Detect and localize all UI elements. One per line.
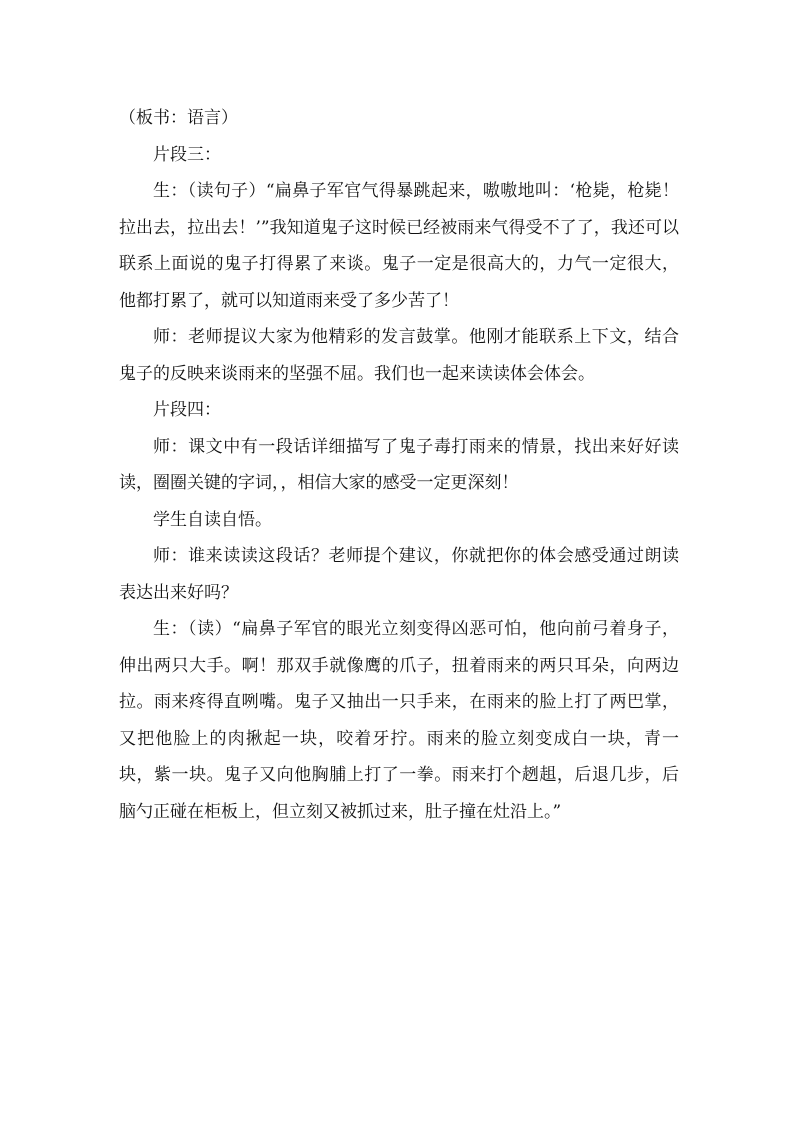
document-body: [119, 100, 679, 830]
section-heading-4: 片段四：: [153, 400, 221, 420]
student-recital-paragraph: 生：（读）“扁鼻子军官的眼光立刻变得凶恶可怕，他向前弓着身子，伸出两只大手。啊！那双手就像鹰的爪子，扭着雨来的两只耳朵，向两边拉。雨来疼得直咧嘴。鬼子又抽出一只手来，在雨来的脸上打了两巴掌，又把他脸上的肉揪起一块，咬着牙拧。雨来的脸立刻变成白一块，青一块，紫一块。鬼子又向他胸脯上打了一拳。雨来打个趔趄，后退几步，后脑勺正碰在柜板上，但立刻又被抓过来，肚子撞在灶沿上。”: [119, 619, 679, 822]
section-heading-3: 片段三：: [153, 144, 221, 165]
board-note: （板书：语言）: [119, 108, 238, 128]
teacher-question-paragraph: 师：谁来读读这段话？老师提个建议，你就把你的体会感受通过朗读表达出来好吗？: [119, 546, 679, 603]
self-study-line: 学生自读自悟。: [153, 509, 272, 530]
teacher-instruction-paragraph: 师：课文中有一段话详细描写了鬼子毒打雨来的情景，找出来好好读读，圈圈关键的字词，，相信大家的感受一定更深刻！: [119, 436, 679, 493]
teacher-comment-paragraph: 师：老师提议大家为他精彩的发言鼓掌。他刚才能联系上下文，结合鬼子的反映来谈雨来的坚强不屈。我们也一起来读读体会体会。: [119, 327, 679, 384]
student-reading-paragraph: 生：（读句子）“扁鼻子军官气得暴跳起来，嗷嗷地叫：‘枪毙，枪毙！拉出去，拉出去！’”我知道鬼子这时候已经被雨来气得受不了了，我还可以联系上面说的鬼子打得累了来谈。鬼子一定是很高大的，力气一定很大，他都打累了，就可以知道雨来受了多少苦了！: [119, 181, 679, 311]
